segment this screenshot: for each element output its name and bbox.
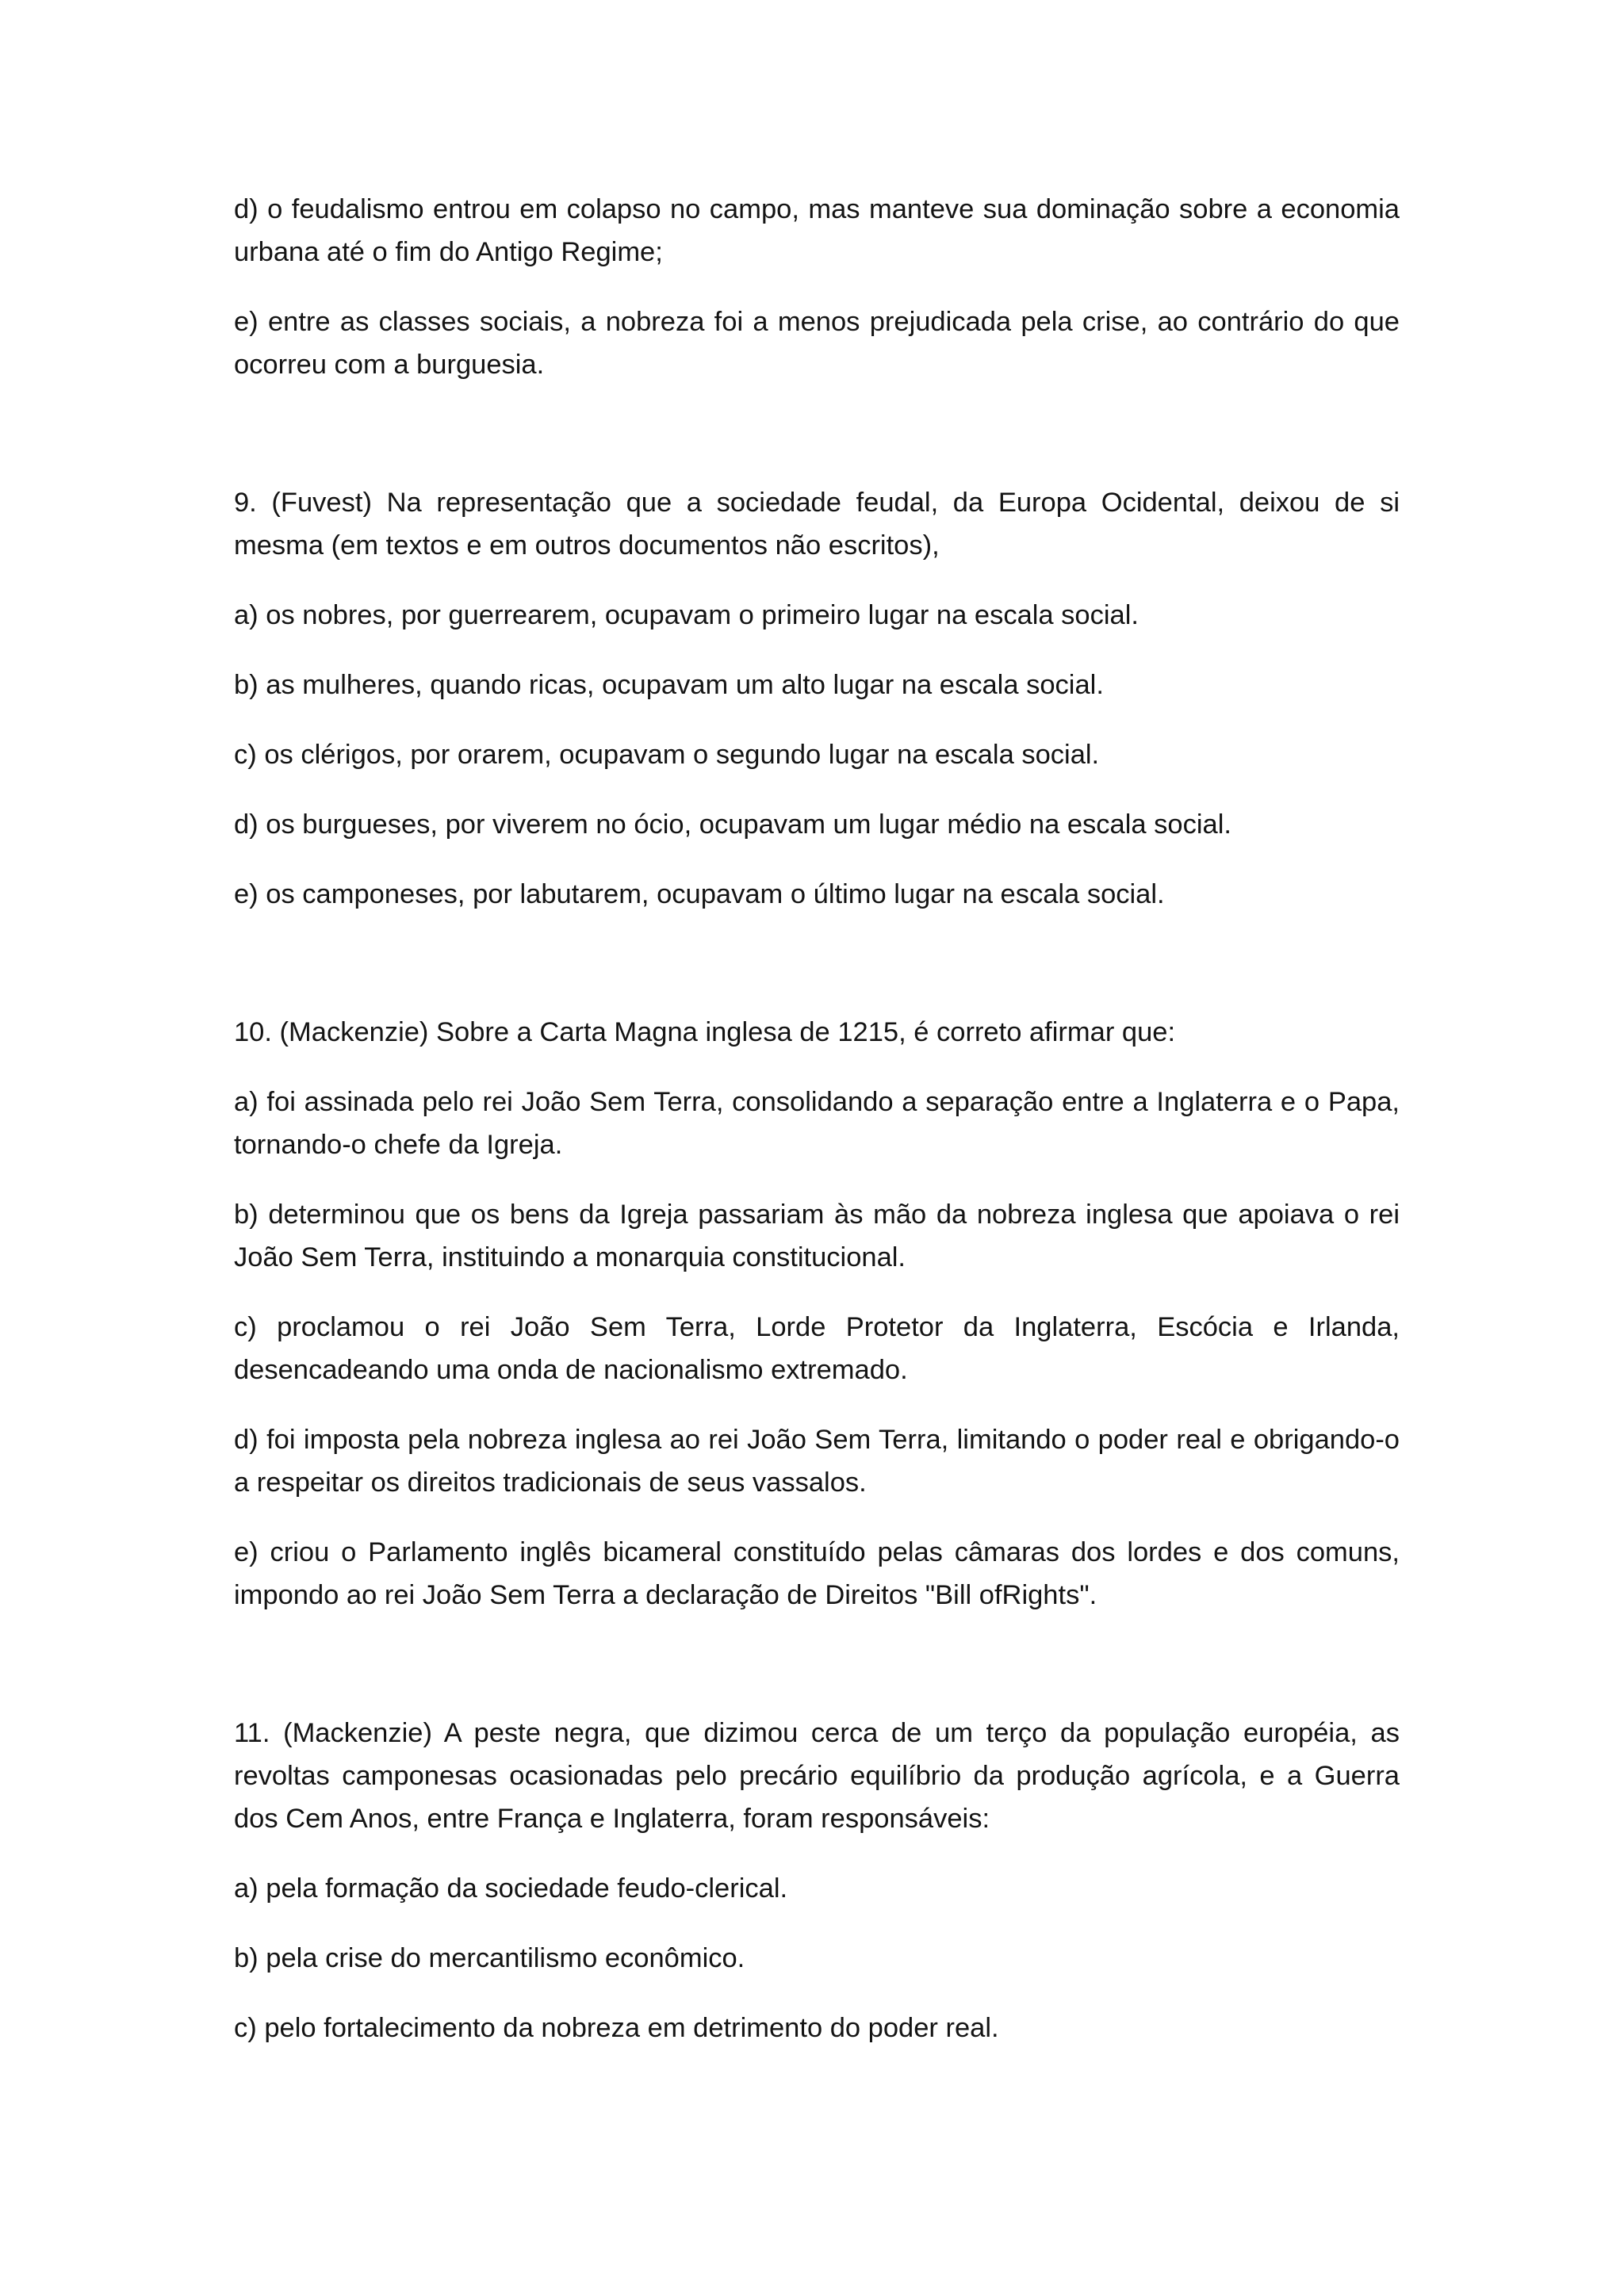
- option-b: b) determinou que os bens da Igreja passariam às mão da nobreza inglesa que apoiava o rei João Sem Terra, instituindo a monarquia constitucional.: [234, 1200, 1400, 1272]
- option-d: d) os burgueses, por viverem no ócio, ocupavam um lugar médio na escala social.: [234, 809, 1231, 840]
- question-stem: 9. (Fuvest) Na representação que a sociedade feudal, da Europa Ocidental, deixou de si mesma (em textos e em outros documentos não escritos),: [234, 488, 1400, 561]
- question-stem: 11. (Mackenzie) A peste negra, que dizimou cerca de um terço da população européia, as revoltas camponesas ocasionadas pelo precário equilíbrio da produção agrícola, e a Guerra dos Cem Anos, entre França e Inglaterra, foram responsáveis:: [234, 1718, 1400, 1834]
- option-a: a) foi assinada pelo rei João Sem Terra, consolidando a separação entre a Inglaterra e o Papa, tornando-o chefe da Igreja.: [234, 1087, 1400, 1160]
- option-b: b) as mulheres, quando ricas, ocupavam um alto lugar na escala social.: [234, 670, 1104, 700]
- document-page: [234, 188, 1400, 2076]
- option-c: c) os clérigos, por orarem, ocupavam o segundo lugar na escala social.: [234, 740, 1100, 770]
- option-d: d) o feudalismo entrou em colapso no campo, mas manteve sua dominação sobre a economia urbana até o fim do Antigo Regime;: [234, 194, 1400, 267]
- question-11: [234, 1712, 1400, 2049]
- option-e: e) os camponeses, por labutarem, ocupavam o último lugar na escala social.: [234, 879, 1165, 909]
- question-9: [234, 481, 1400, 916]
- option-e: e) entre as classes sociais, a nobreza foi a menos prejudicada pela crise, ao contrário do que ocorreu com a burguesia.: [234, 307, 1400, 380]
- option-b: b) pela crise do mercantilismo econômico.: [234, 1943, 745, 1973]
- option-e: e) criou o Parlamento inglês bicameral constituído pelas câmaras dos lordes e dos comuns, impondo ao rei João Sem Terra a declaração de Direitos "Bill ofRights".: [234, 1537, 1400, 1610]
- option-c: c) pelo fortalecimento da nobreza em detrimento do poder real.: [234, 2013, 999, 2043]
- option-a: a) pela formação da sociedade feudo-clerical.: [234, 1873, 788, 1904]
- question-stem: 10. (Mackenzie) Sobre a Carta Magna inglesa de 1215, é correto afirmar que:: [234, 1017, 1176, 1047]
- option-a: a) os nobres, por guerrearem, ocupavam o primeiro lugar na escala social.: [234, 600, 1139, 630]
- continuation-block: [234, 188, 1400, 386]
- option-d: d) foi imposta pela nobreza inglesa ao rei João Sem Terra, limitando o poder real e obrigando-o a respeitar os direitos tradicionais de seus vassalos.: [234, 1425, 1400, 1498]
- question-10: [234, 1011, 1400, 1617]
- option-c: c) proclamou o rei João Sem Terra, Lorde Protetor da Inglaterra, Escócia e Irlanda, desencadeando uma onda de nacionalismo extremado.: [234, 1312, 1400, 1385]
